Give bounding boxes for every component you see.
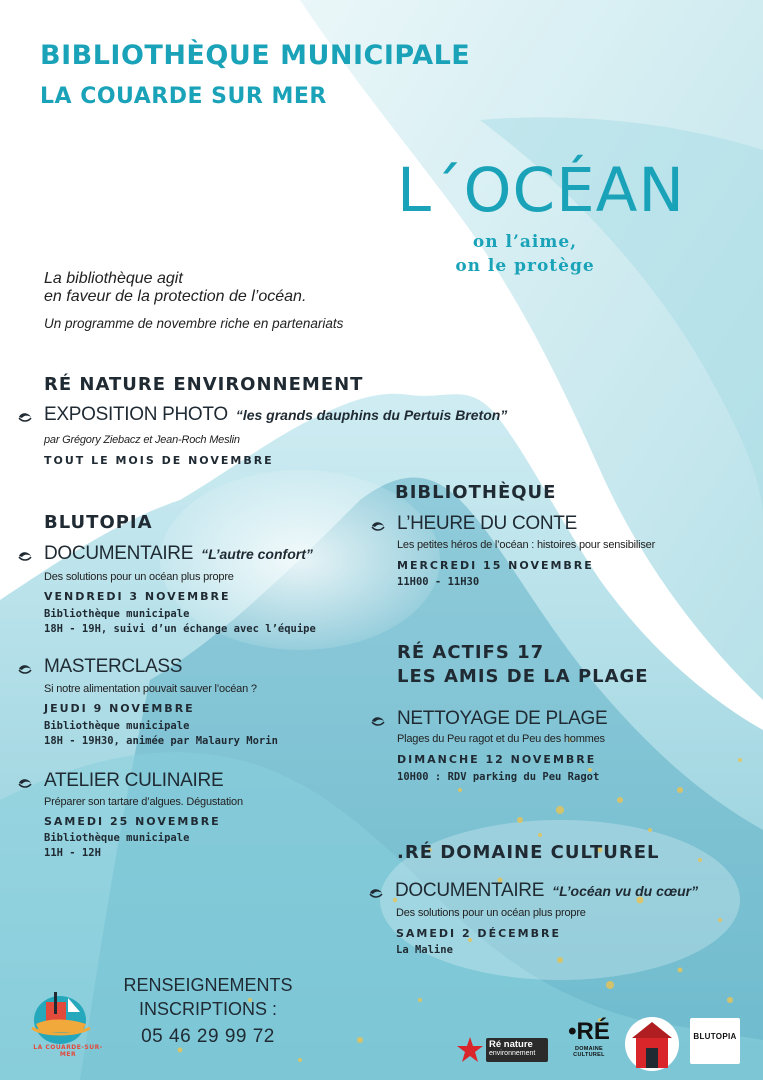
wave-bullet-icon — [371, 518, 385, 532]
section-title-blutopia: BLUTOPIA — [44, 512, 153, 533]
event-exposition-photo — [44, 404, 507, 426]
event-date: DIMANCHE 12 NOVEMBRE — [397, 753, 597, 766]
event-name: DOCUMENTAIRE — [395, 880, 545, 901]
intro-subtitle: Un programme de novembre riche en partenariats — [44, 316, 344, 331]
library-title: BIBLIOTHÈQUE MUNICIPALE — [40, 40, 471, 71]
blutopia-logo — [690, 1018, 740, 1064]
event-date: TOUT LE MOIS DE NOVEMBRE — [44, 454, 274, 467]
tagline-line-2: on le protège — [455, 256, 595, 276]
red-star-icon — [456, 1036, 484, 1064]
event-description: Si notre alimentation pouvait sauver l’océan ? — [44, 683, 257, 695]
re-actifs-logo — [624, 1014, 680, 1072]
event-documentaire-re-domaine — [395, 880, 698, 902]
event-time: 10H00 : RDV parking du Peu Ragot — [397, 771, 600, 783]
event-name: NETTOYAGE DE PLAGE — [397, 708, 608, 729]
event-time: 11H - 12H — [44, 847, 101, 859]
tagline-line-1: on l’aime, — [472, 232, 578, 252]
event-name: DOCUMENTAIRE — [44, 543, 194, 564]
re-domaine-culturel-logo — [560, 1018, 618, 1068]
wave-bullet-icon — [371, 713, 385, 727]
event-place: Bibliothèque municipale — [44, 832, 190, 844]
event-info — [44, 831, 189, 861]
poster-title: L´OCÉAN — [397, 155, 685, 226]
event-date: JEUDI 9 NOVEMBRE — [44, 702, 195, 715]
event-credits: par Grégory Ziebacz et Jean-Roch Meslin — [44, 434, 240, 446]
tagline — [430, 230, 620, 278]
town-title: LA COUARDE SUR MER — [40, 84, 327, 109]
contact-line-2: INSCRIPTIONS : — [138, 999, 277, 1019]
event-place: Bibliothèque municipale — [44, 720, 190, 732]
section-title-bibliotheque: BIBLIOTHÈQUE — [395, 482, 557, 503]
wave-bullet-icon — [18, 548, 32, 562]
event-quote: “L’océan vu du cœur” — [552, 883, 699, 899]
la-couarde-logo — [18, 978, 108, 1068]
section-title-re-nature: RÉ NATURE ENVIRONNEMENT — [44, 374, 364, 395]
event-date: VENDREDI 3 NOVEMBRE — [44, 590, 231, 603]
event-description: Des solutions pour un océan plus propre — [396, 907, 586, 919]
event-description: Des solutions pour un océan plus propre — [44, 571, 234, 583]
re-nature-badge — [486, 1038, 548, 1062]
event-info — [44, 719, 278, 749]
section-title-line-2: LES AMIS DE LA PLAGE — [397, 666, 649, 687]
event-quote: “L’autre confort” — [201, 546, 313, 562]
event-info — [44, 607, 316, 637]
contact-line-1: RENSEIGNEMENTS — [123, 975, 293, 995]
event-description: Plages du Peu ragot et du Peu des hommes — [397, 733, 605, 745]
event-place: Bibliothèque municipale — [44, 608, 190, 620]
event-name: EXPOSITION PHOTO — [44, 404, 228, 425]
re-domaine-logo-text: DOMAINE CULTUREL — [573, 1046, 605, 1058]
event-heure-du-conte — [397, 513, 577, 535]
event-nettoyage-plage — [397, 708, 607, 730]
event-place: La Maline — [396, 944, 453, 956]
event-time: 18H - 19H30, animée par Malaury Morin — [44, 735, 278, 747]
beach-hut-icon — [624, 1014, 680, 1072]
intro-text — [44, 270, 306, 306]
event-time: 18H - 19H, suivi d’un échange avec l’équipe — [44, 623, 316, 635]
wave-bullet-icon — [18, 661, 32, 675]
wave-bullet-icon — [369, 885, 383, 899]
event-documentaire-blutopia — [44, 543, 313, 565]
event-description: Préparer son tartare d’algues. Dégustation — [44, 796, 243, 808]
contact-block — [118, 973, 298, 1049]
section-title-re-actifs — [397, 642, 649, 687]
re-nature-logo-line-1: Ré nature — [489, 1039, 533, 1050]
re-nature-logo-line-2: environnement — [489, 1050, 536, 1057]
event-date: SAMEDI 2 DÉCEMBRE — [396, 927, 561, 940]
section-title-line-1: RÉ ACTIFS 17 — [397, 642, 545, 663]
blutopia-logo-text: BLUTOPIA — [693, 1032, 737, 1041]
section-title-re-domaine: .RÉ DOMAINE CULTUREL — [397, 842, 660, 863]
re-domaine-logo-mark: •RÉ — [568, 1018, 610, 1045]
event-quote: “les grands dauphins du Pertuis Breton” — [235, 407, 508, 423]
event-date: MERCREDI 15 NOVEMBRE — [397, 559, 594, 572]
event-atelier-culinaire — [44, 770, 223, 792]
event-name: MASTERCLASS — [44, 656, 183, 677]
la-couarde-logo-text: LA COUARDE-SUR-MER — [33, 1044, 103, 1058]
event-time: 11H00 - 11H30 — [397, 576, 480, 588]
event-date: SAMEDI 25 NOVEMBRE — [44, 815, 221, 828]
intro-line-1: La bibliothèque agit — [44, 270, 183, 287]
wave-bullet-icon — [18, 775, 32, 789]
wave-bullet-icon — [18, 409, 32, 423]
event-name: ATELIER CULINAIRE — [44, 770, 224, 791]
event-masterclass — [44, 656, 182, 678]
event-name: L’HEURE DU CONTE — [397, 513, 577, 534]
intro-line-2: en faveur de la protection de l’océan. — [44, 288, 307, 305]
re-nature-logo — [456, 1035, 548, 1065]
contact-phone[interactable]: 05 46 29 99 72 — [141, 1026, 275, 1047]
event-description: Les petites héros de l’océan : histoires pour sensibiliser — [397, 539, 656, 551]
